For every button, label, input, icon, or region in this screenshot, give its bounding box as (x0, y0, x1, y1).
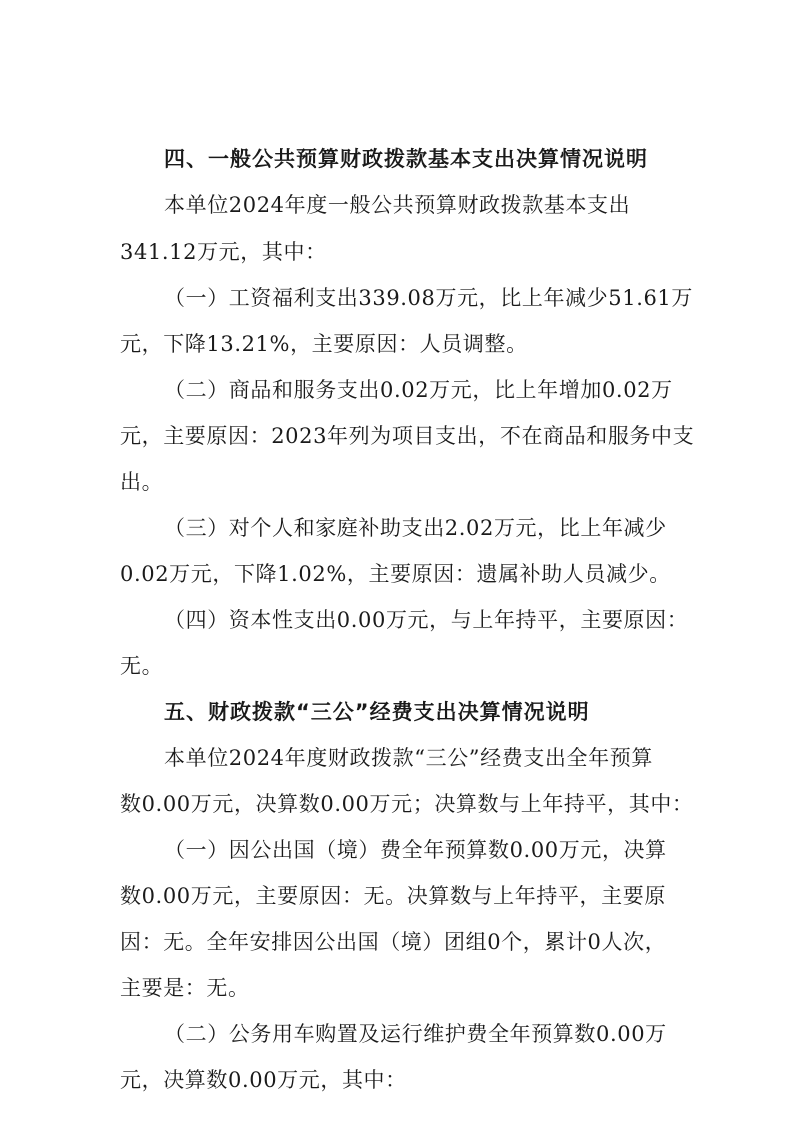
paragraph-line: 因：无。全年安排因公出国（境）团组0个，累计0人次， (120, 930, 667, 954)
paragraph-line: 元，下降13.21%，主要原因：人员调整。 (120, 332, 528, 356)
paragraph-line: 无。 (120, 654, 164, 678)
paragraph-line: 主要是：无。 (120, 976, 250, 1000)
section-heading: 五、财政拨款“三公”经费支出决算情况说明 (164, 700, 590, 724)
paragraph-line: （四）资本性支出0.00万元，与上年持平，主要原因： (164, 608, 689, 632)
paragraph-line: 0.02万元，下降1.02%，主要原因：遗属补助人员减少。 (120, 562, 671, 586)
paragraph-line: 本单位2024年度一般公共预算财政拨款基本支出 (164, 193, 631, 217)
paragraph-line: 数0.00万元，主要原因：无。决算数与上年持平，主要原 (120, 884, 666, 908)
paragraph-line: （二）商品和服务支出0.02万元，比上年增加0.02万 (164, 378, 673, 402)
paragraph-line: 341.12万元，其中： (120, 240, 327, 264)
paragraph-line: 出。 (120, 470, 164, 494)
paragraph-line: 数0.00万元，决算数0.00万元；决算数与上年持平，其中： (120, 792, 694, 816)
paragraph-line: 本单位2024年度财政拨款“三公”经费支出全年预算 (164, 746, 653, 770)
section-heading: 四、一般公共预算财政拨款基本支出决算情况说明 (164, 147, 648, 171)
paragraph-line: （三）对个人和家庭补助支出2.02万元，比上年减少 (164, 516, 667, 540)
paragraph-line: （二）公务用车购置及运行维护费全年预算数0.00万 (164, 1022, 667, 1046)
paragraph-line: 元，主要原因：2023年列为项目支出，不在商品和服务中支 (120, 424, 695, 448)
paragraph-line: 元，决算数0.00万元，其中： (120, 1068, 407, 1092)
paragraph-line: （一）工资福利支出339.08万元，比上年减少51.61万 (164, 286, 693, 310)
paragraph-line: （一）因公出国（境）费全年预算数0.00万元，决算 (164, 838, 667, 862)
